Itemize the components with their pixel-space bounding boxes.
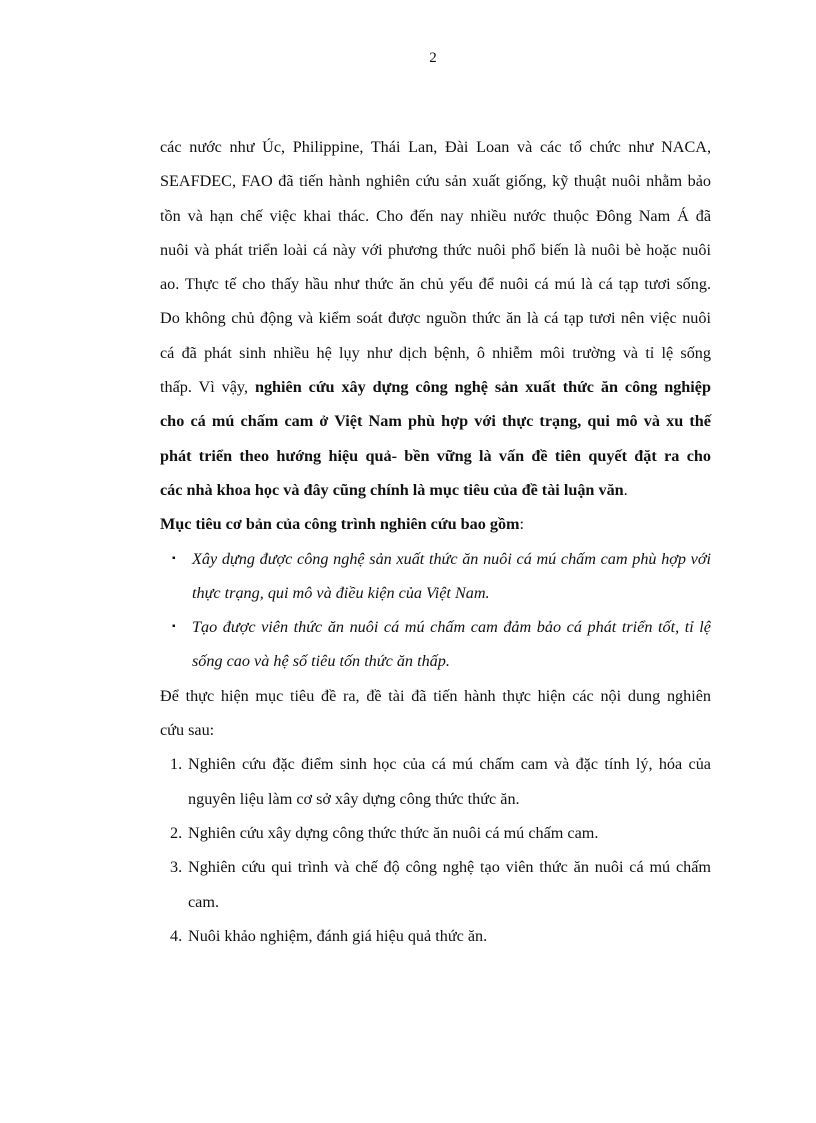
list-item-continuation: nguyên liệu làm cơ sở xây dựng công thức thức ăn. (188, 789, 520, 808)
bullet-icon: ▪ (172, 621, 176, 633)
text-line: tồn và hạn chế việc khai thác. Cho đến nay nhiều nước thuộc Đông Nam Á đã (160, 206, 711, 225)
list-item (160, 850, 711, 884)
text-line: cứu sau: (160, 721, 215, 740)
list-item (160, 919, 711, 953)
text-line: SEAFDEC, FAO đã tiến hành nghiên cứu sản xuất giống, kỹ thuật nuôi nhằm bảo (160, 172, 711, 191)
list-item (160, 610, 711, 644)
list-item-text: Nghiên cứu đặc điểm sinh học của cá mú chấm cam và đặc tính lý, hóa của (188, 755, 711, 774)
bullet-icon: ▪ (172, 552, 176, 564)
list-item-text: Nghiên cứu qui trình và chế độ công nghệ tạo viên thức ăn nuôi cá mú chấm (188, 858, 711, 877)
text-line: Để thực hiện mục tiêu đề ra, đề tài đã tiến hành thực hiện các nội dung nghiên (160, 686, 711, 705)
list-item (160, 542, 711, 576)
list-item-text: Xây dựng được công nghệ sản xuất thức ăn nuôi cá mú chấm cam phù hợp với (192, 549, 711, 568)
content-intro (160, 679, 711, 748)
list-number: 3. (170, 858, 183, 877)
text-line: cá đã phát sinh nhiều hệ lụy như dịch bệnh, ô nhiễm môi trường và tỉ lệ sống (160, 343, 711, 362)
text-line: nuôi và phát triển loài cá này với phương thức nuôi phổ biến là nuôi bè hoặc nuôi (160, 240, 711, 259)
list-item-continuation: thực trạng, qui mô và điều kiện của Việt Nam. (192, 583, 490, 602)
intro-paragraph (160, 130, 711, 507)
objectives-heading-text: Mục tiêu cơ bản của công trình nghiên cứu bao gồm (160, 515, 520, 534)
list-item-text: Nghiên cứu xây dựng công thức thức ăn nuôi cá mú chấm cam. (188, 823, 599, 842)
list-number: 2. (170, 823, 183, 842)
text-plain: . (623, 480, 628, 499)
text-emphasis: nghiên cứu xây dựng công nghệ sản xuất thức ăn công nghiệp (254, 378, 711, 397)
tasks-list (160, 747, 711, 953)
text-plain: thấp. Vì vậy, (160, 378, 255, 397)
list-number: 1. (170, 755, 183, 774)
text-line: các nước như Úc, Philippine, Thái Lan, Đài Loan và các tổ chức như NACA, (160, 138, 711, 156)
list-item (160, 747, 711, 781)
objectives-list (160, 542, 711, 679)
list-item-continuation: cam. (188, 892, 220, 911)
list-item-text: Tạo được viên thức ăn nuôi cá mú chấm cam đảm bảo cá phát triển tốt, tỉ lệ (192, 618, 711, 637)
text-line-emphasis: phát triển theo hướng hiệu quả- bền vững là vấn đề tiên quyết đặt ra cho (160, 446, 711, 465)
list-number: 4. (170, 926, 183, 945)
list-item (160, 816, 711, 850)
text-emphasis: các nhà khoa học và đây cũng chính là mục tiêu của đề tài luận văn (160, 480, 624, 499)
list-item-continuation: sống cao và hệ số tiêu tốn thức ăn thấp. (192, 652, 450, 671)
text-plain: : (519, 515, 525, 534)
page-number: 2 (429, 50, 437, 66)
text-line (160, 370, 711, 404)
objectives-heading (160, 507, 711, 541)
text-line (160, 473, 711, 507)
document-body (160, 130, 711, 953)
list-item-text: Nuôi khảo nghiệm, đánh giá hiệu quả thức ăn. (188, 926, 488, 945)
text-line: Do không chủ động và kiểm soát được nguồn thức ăn là cá tạp tươi nên việc nuôi (160, 309, 711, 328)
text-line-emphasis: cho cá mú chấm cam ở Việt Nam phù hợp với thực trạng, qui mô và xu thế (160, 412, 711, 431)
text-line: ao. Thực tế cho thấy hầu như thức ăn chủ yếu để nuôi cá mú là cá tạp tươi sống. (160, 275, 711, 294)
